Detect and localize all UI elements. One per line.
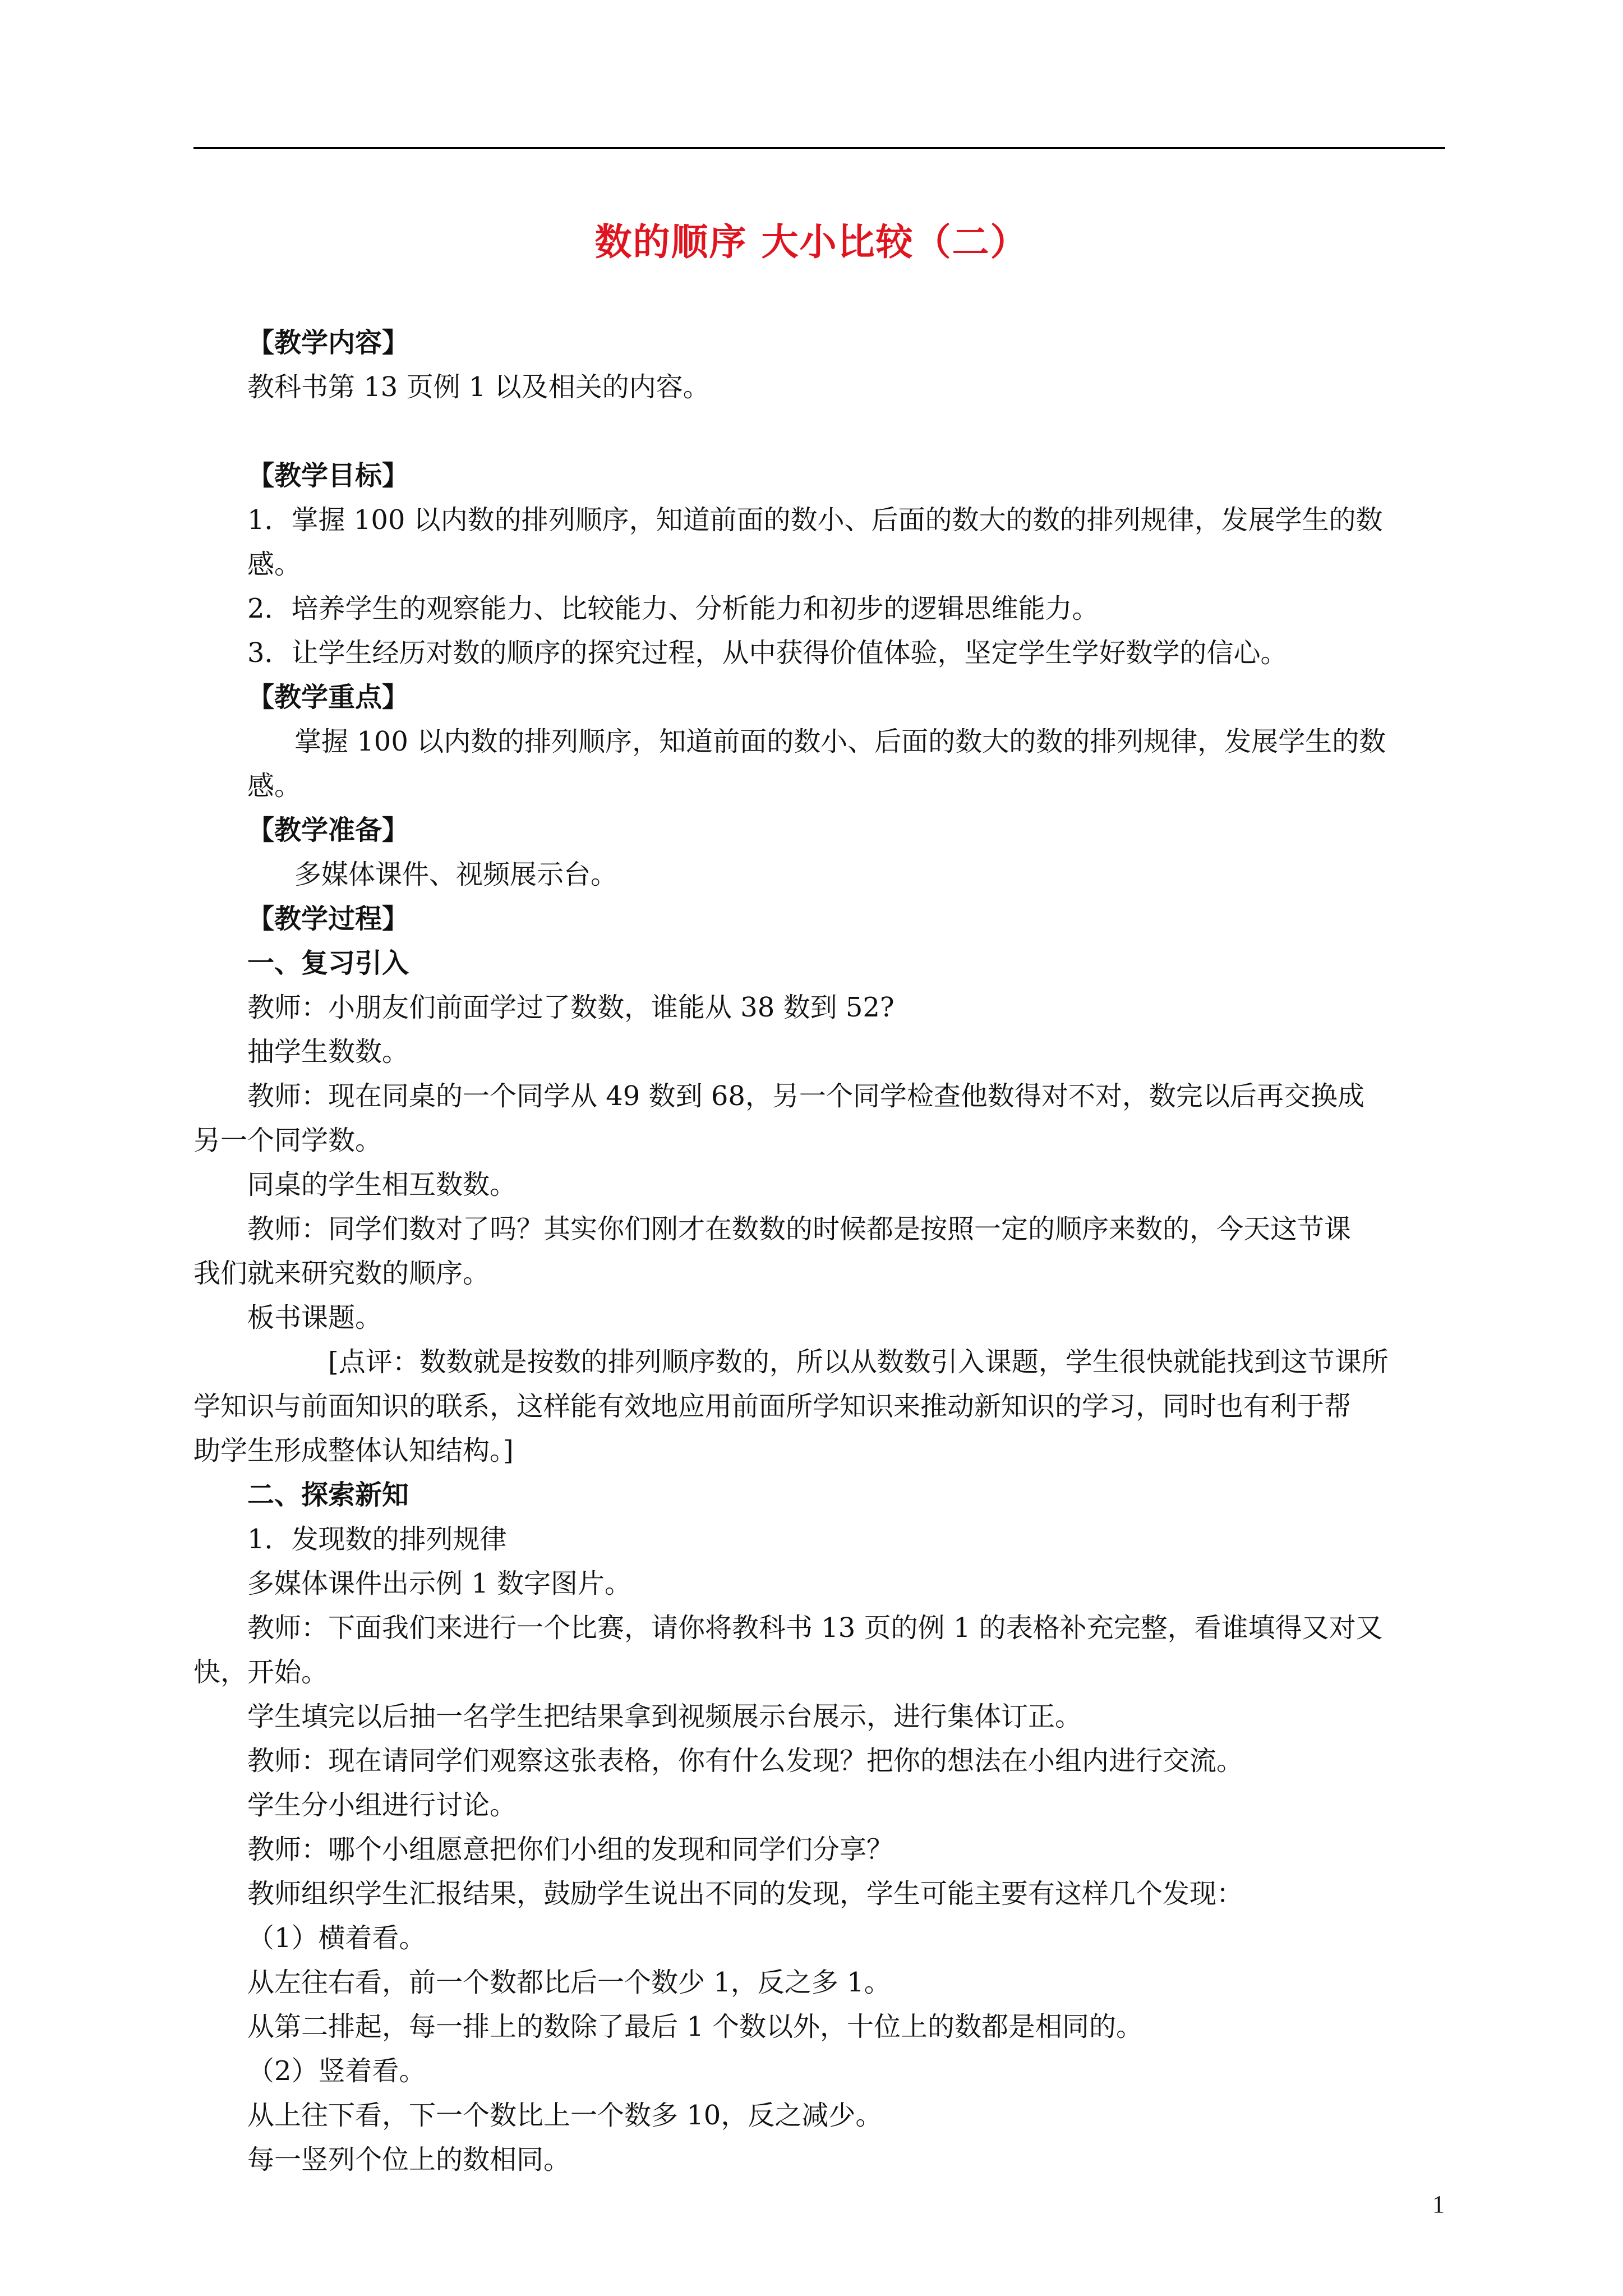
body-line: 1．掌握 100 以内数的排列顺序，知道前面的数小、后面的数大的数的排列规律，发展学生的数 [247,504,1383,536]
body-line: 从左往右看，前一个数都比后一个数少 1，反之多 1。 [247,1967,891,1998]
body-line: 另一个同学数。 [193,1125,382,1156]
body-line: [点评：数数就是按数的排列顺序数的，所以从数数引入课题，学生很快就能找到这节课所 [328,1346,1389,1378]
body-line: 教师：小朋友们前面学过了数数，谁能从 38 数到 52? [247,992,895,1023]
body-line: 教师：现在请同学们观察这张表格，你有什么发现？把你的想法在小组内进行交流。 [247,1745,1244,1777]
body-line: 教师：同学们数对了吗？其实你们刚才在数数的时候都是按照一定的顺序来数的，今天这节课 [247,1213,1352,1245]
body-line: 感。 [247,770,302,802]
body-line: 学生分小组进行讨论。 [247,1789,517,1821]
body-line: 教科书第 13 页例 1 以及相关的内容。 [247,371,710,403]
body-line: 多媒体课件、视频展示台。 [294,859,618,890]
body-line: 我们就来研究数的顺序。 [193,1258,490,1289]
body-line: 教师组织学生汇报结果，鼓励学生说出不同的发现，学生可能主要有这样几个发现： [247,1878,1244,1910]
body-line: 感。 [247,549,302,580]
body-line: 从第二排起，每一排上的数除了最后 1 个数以外，十位上的数都是相同的。 [247,2011,1144,2042]
body-line: 从上往下看，下一个数比上一个数多 10，反之减少。 [247,2100,883,2131]
body-line: 抽学生数数。 [247,1036,409,1068]
section-heading: 【教学准备】 [247,815,409,846]
header-rule [193,147,1445,149]
section-heading: 【教学内容】 [247,327,409,358]
body-line: 每一竖列个位上的数相同。 [247,2144,571,2175]
body-line: 2．培养学生的观察能力、比较能力、分析能力和初步的逻辑思维能力。 [247,593,1099,624]
body-line: 掌握 100 以内数的排列顺序，知道前面的数小、后面的数大的数的排列规律，发展学生的数 [294,726,1386,757]
body-line: 1．发现数的排列规律 [247,1524,507,1555]
section-heading: 二、探索新知 [247,1479,409,1511]
body-line: （1）横着看。 [247,1922,426,1954]
section-heading: 【教学过程】 [247,903,409,935]
blank-line [193,409,1445,454]
section-heading: 【教学重点】 [247,682,409,713]
body-line: 教师：哪个小组愿意把你们小组的发现和同学们分享？ [247,1834,894,1865]
document-body [193,321,1445,2182]
body-line: 助学生形成整体认知结构。] [193,1435,514,1466]
body-line: 3．让学生经历对数的顺序的探究过程，从中获得价值体验，坚定学生学好数学的信心。 [247,637,1288,669]
body-line: 学知识与前面知识的联系，这样能有效地应用前面所学知识来推动新知识的学习，同时也有利于帮 [193,1391,1352,1422]
page-number: 1 [1432,2191,1445,2218]
body-line: 快，开始。 [193,1657,329,1688]
body-line: 同桌的学生相互数数。 [247,1169,517,1200]
section-heading: 【教学目标】 [247,460,409,491]
document-title: 数的顺序 大小比较（二） [594,220,1029,264]
body-line: （2）竖着看。 [247,2055,426,2087]
body-line: 板书课题。 [247,1302,382,1333]
body-line: 多媒体课件出示例 1 数字图片。 [247,1568,632,1599]
body-line: 学生填完以后抽一名学生把结果拿到视频展示台展示，进行集体订正。 [247,1701,1082,1732]
body-line: 教师：现在同桌的一个同学从 49 数到 68，另一个同学检查他数得对不对，数完以后再交换成 [247,1080,1364,1112]
body-line: 教师：下面我们来进行一个比赛，请你将教科书 13 页的例 1 的表格补充完整，看谁填得又对又 [247,1612,1383,1644]
section-heading: 一、复习引入 [247,947,409,979]
